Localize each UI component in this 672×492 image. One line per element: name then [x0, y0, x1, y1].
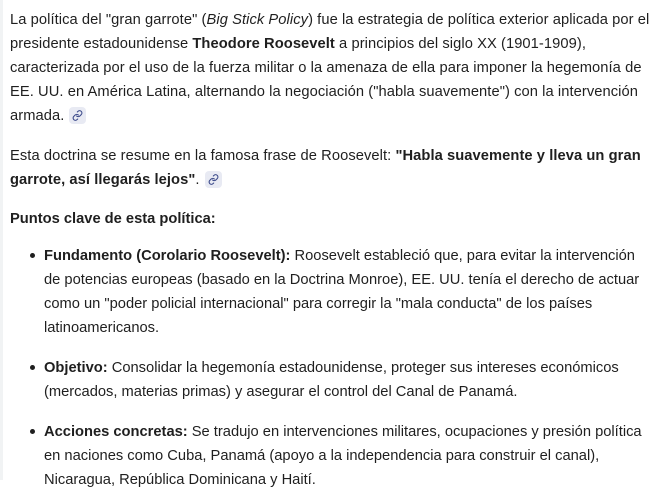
doctrine-quote: "Habla suavemente y lleva un gran garrote, así llegarás lejos" — [10, 148, 641, 188]
intro-italic-term: Big Stick Policy — [206, 12, 309, 28]
key-points-list — [10, 244, 654, 492]
bullet-text: Se tradujo en intervenciones militares, ocupaciones y presión política en naciones como Cuba, Panamá (apoyo a la independencia para construir el canal), Nicaragua, República Dominicana y Haití. — [44, 424, 642, 488]
paragraph-doctrine — [10, 144, 654, 192]
section-title: Puntos clave de esta política: — [10, 211, 216, 227]
bullet-text: Roosevelt estableció que, para evitar la intervención de potencias europeas (basado en la Doctrina Monroe), EE. UU. tenía el derecho de actuar como un "poder policial internacional" para corregir la "mala conducta" de los países latinoamericanos. — [44, 248, 640, 336]
doctrine-text-2: . — [195, 172, 200, 188]
intro-text-1: La política del "gran garrote" ( — [10, 12, 207, 28]
list-item — [30, 356, 654, 404]
intro-person-name: Theodore Roosevelt — [192, 36, 335, 52]
list-item — [30, 420, 654, 492]
paragraph-intro — [10, 8, 654, 128]
bullet-text: Consolidar la hegemonía estadounidense, proteger sus intereses económicos (mercados, materias primas) y asegurar el control del Canal de Panamá. — [44, 360, 619, 400]
bullet-dot-icon — [30, 429, 35, 434]
list-item — [30, 244, 654, 340]
left-margin-rule — [0, 0, 3, 480]
intro-text-3: a principios del siglo XX (1901-1909), caracterizada por el uso de la fuerza militar o la amenaza de ella para imponer la hegemonía de EE. UU. en América Latina, alternando la negociación ("habla suavemente") con la intervención armada. — [10, 36, 642, 124]
bullet-dot-icon — [30, 253, 35, 258]
bullet-label: Acciones concretas: — [44, 424, 188, 440]
doctrine-text-1: Esta doctrina se resume en la famosa frase de Roosevelt: — [10, 148, 396, 164]
link-chip-icon[interactable] — [205, 171, 222, 188]
link-chip-icon[interactable] — [69, 107, 86, 124]
intro-text-2: ) fue la estrategia de política exterior aplicada por el presidente estadounidense — [10, 12, 650, 52]
bullet-label: Fundamento (Corolario Roosevelt): — [44, 248, 291, 264]
bullet-label: Objetivo: — [44, 360, 108, 376]
bullet-dot-icon — [30, 365, 35, 370]
